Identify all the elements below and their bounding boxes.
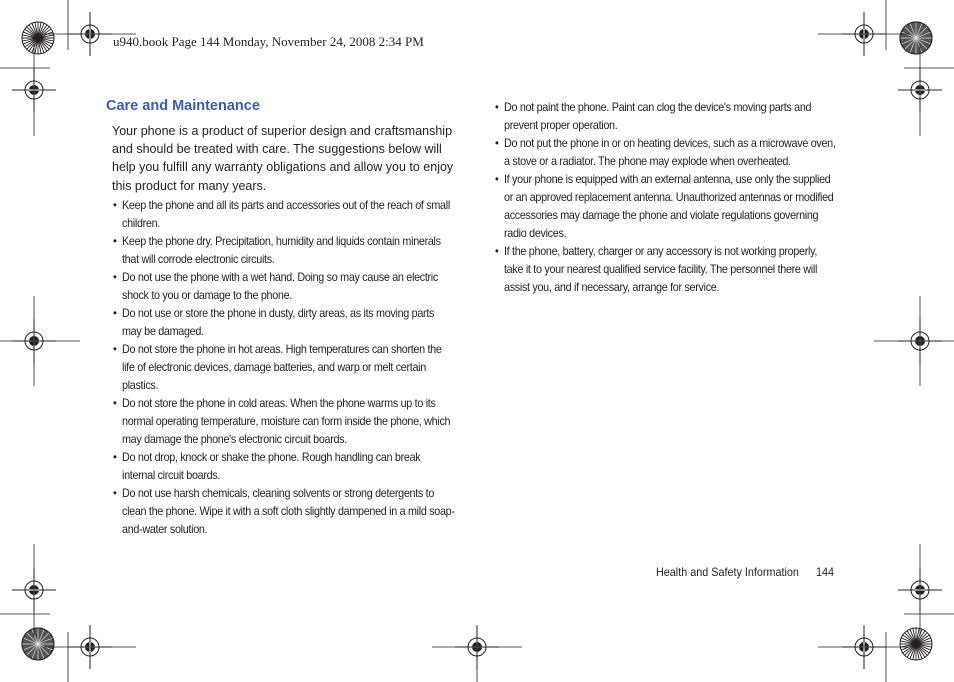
list-item: • Keep the phone dry. Precipitation, humidity and liquids contain minerals that will corrode electronic circuits. (113, 232, 455, 268)
list-item: • If the phone, battery, charger or any accessory is not working properly, take it to your nearest qualified service facility. The personnel there will assist you, and if necessary, arrange for service. (495, 242, 837, 296)
bullet-list-right (495, 98, 875, 296)
list-item: • Do not store the phone in cold areas. When the phone warms up to its normal operating temperature, moisture can form inside the phone, which may damage the phone's electronic circuit boards. (113, 394, 455, 448)
list-item: • Do not put the phone in or on heating devices, such as a microwave oven, a stove or a radiator. The phone may explode when overheated. (495, 134, 837, 170)
list-item: • Do not use harsh chemicals, cleaning solvents or strong detergents to clean the phone. Wipe it with a soft cloth slightly dampened in a mild soap-and-water solution. (113, 484, 455, 538)
footer-section-name: Health and Safety Information (656, 565, 799, 579)
page-number: 144 (816, 565, 835, 579)
list-item: • Keep the phone and all its parts and accessories out of the reach of small children. (113, 196, 455, 232)
list-item: • Do not paint the phone. Paint can clog the device's moving parts and prevent proper operation. (495, 98, 837, 134)
list-item: • Do not store the phone in hot areas. High temperatures can shorten the life of electronic devices, damage batteries, and warp or melt certain plastics. (113, 340, 455, 394)
bullet-list-left (113, 196, 493, 538)
list-item: • If your phone is equipped with an external antenna, use only the supplied or an approved replacement antenna. Unauthorized antennas or modified accessories may damage the phone and violate regulations governing radio devices. (495, 170, 837, 242)
intro-paragraph: Your phone is a product of superior design and craftsmanship and should be treated with care. The suggestions below will help you fulfill any warranty obligations and allow you to enjoy this product for many years. (112, 124, 454, 193)
section-title: Care and Maintenance (106, 98, 260, 114)
print-slug: u940.book Page 144 Monday, November 24, 2008 2:34 PM (113, 34, 424, 49)
list-item: • Do not use the phone with a wet hand. Doing so may cause an electric shock to you or damage to the phone. (113, 268, 455, 304)
list-item: • Do not use or store the phone in dusty, dirty areas, as its moving parts may be damaged. (113, 304, 455, 340)
list-item: • Do not drop, knock or shake the phone. Rough handling can break internal circuit boards. (113, 448, 455, 484)
